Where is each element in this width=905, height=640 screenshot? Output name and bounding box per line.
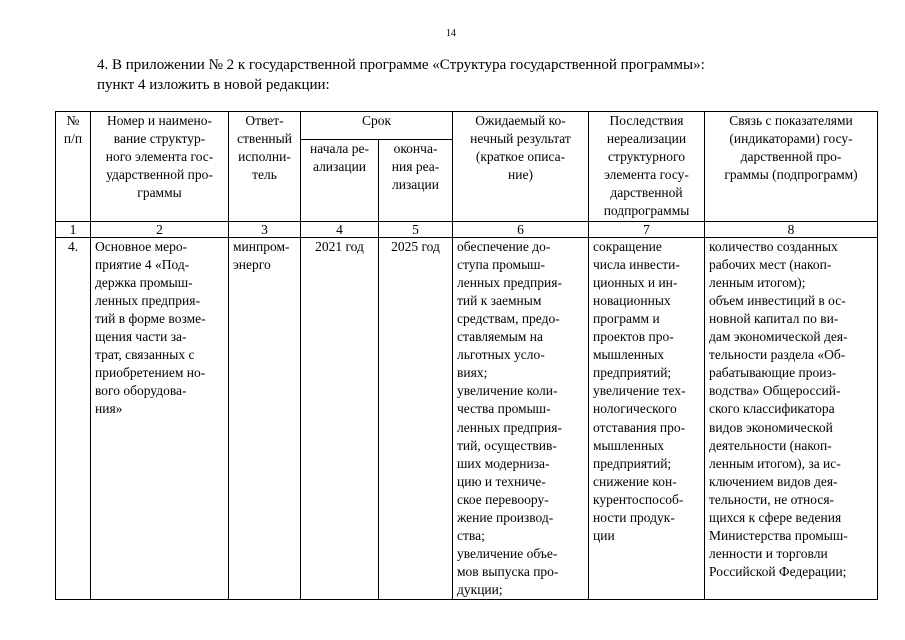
text-line: дарственной <box>610 185 683 201</box>
text-line: тий, осуществив- <box>457 437 557 453</box>
text-line: курентоспособ- <box>593 491 684 507</box>
text-line: ставляемым на <box>457 329 543 345</box>
text-line: отставания про- <box>593 419 686 435</box>
text-line: ленных предприя- <box>457 274 562 290</box>
text-line: мышленных <box>593 437 665 453</box>
text-line: новной капитал по ви- <box>709 310 839 326</box>
text-line: увеличение тех- <box>593 383 686 399</box>
text-line: тий в форме возме- <box>95 310 206 326</box>
text-line: рабатывающие произ- <box>709 365 837 381</box>
header-result <box>453 112 589 222</box>
header-name <box>91 112 229 222</box>
text-line: Ответ- <box>245 113 284 128</box>
page-number: 14 <box>446 28 456 39</box>
text-line: ния» <box>95 401 123 417</box>
text-line: цию и техниче- <box>457 473 546 489</box>
column-number: 2 <box>91 221 229 237</box>
text-line: Основное меро- <box>95 238 188 254</box>
row-number: 4. <box>56 237 91 600</box>
text-line: ского классификатора <box>709 401 835 417</box>
text-line: (индикаторами) госу- <box>729 131 853 147</box>
text-line: виях; <box>457 365 488 381</box>
header-row-1 <box>56 112 878 140</box>
text-line: увеличение объе- <box>457 546 558 562</box>
text-line: предприятий; <box>593 455 672 471</box>
text-line: рабочих мест (накоп- <box>709 256 832 272</box>
text-line: программ и <box>593 310 660 326</box>
header-end <box>379 140 453 221</box>
text-line: держка промыш- <box>95 274 193 290</box>
text-line: ударственной про- <box>106 167 213 183</box>
header-term: Срок <box>301 112 453 140</box>
text-line: щения части за- <box>95 329 187 345</box>
text-line: снижение кон- <box>593 473 677 489</box>
text-line: обеспечение до- <box>457 238 551 254</box>
text-line: вого оборудова- <box>95 383 187 399</box>
column-number: 6 <box>453 221 589 237</box>
header-start <box>301 140 379 221</box>
row-end: 2025 год <box>379 237 453 600</box>
text-line: ности продук- <box>593 509 675 525</box>
text-line: количество созданных <box>709 238 838 254</box>
text-line: структурного <box>608 149 685 165</box>
header-num <box>56 112 91 222</box>
text-line: энерго <box>233 256 271 272</box>
text-line: сокращение <box>593 238 662 254</box>
text-line: нечный результат <box>470 131 571 147</box>
text-line: дарственной про- <box>740 149 842 165</box>
text-line: ние) <box>508 167 533 183</box>
text-line: льготных усло- <box>457 347 545 363</box>
text-line: ленности и торговли <box>709 546 828 562</box>
text-line: № <box>66 113 80 128</box>
text-line: ключением видов дея- <box>709 473 838 489</box>
text-line: проектов про- <box>593 329 674 345</box>
row-consequences <box>589 237 705 600</box>
text-line: числа инвести- <box>593 256 680 272</box>
row-result <box>453 237 589 600</box>
text-line: ственный <box>237 131 292 147</box>
text-line: элемента госу- <box>604 167 689 183</box>
text-line: Министерства промыш- <box>709 528 848 544</box>
text-line: ступа промыш- <box>457 256 546 272</box>
text-line: мышленных <box>593 347 665 363</box>
program-structure-table <box>55 111 878 600</box>
intro-line-1: 4. В приложении № 2 к государственной программе «Структура государственной программы»: <box>97 57 705 73</box>
text-line: Номер и наимено- <box>107 113 212 128</box>
text-line: ционных и ин- <box>593 274 678 290</box>
text-line: граммы <box>137 185 182 201</box>
text-line: предприятий; <box>593 365 672 381</box>
table-row <box>56 237 878 600</box>
text-line: тель <box>252 167 277 183</box>
text-line: видов экономической <box>709 419 833 435</box>
text-line: трат, связанных с <box>95 347 195 363</box>
text-line: ции <box>593 528 615 544</box>
text-line: увеличение коли- <box>457 383 558 399</box>
row-start: 2021 год <box>301 237 379 600</box>
text-line: деятельности (накоп- <box>709 437 832 453</box>
header-responsible <box>229 112 301 222</box>
column-number: 7 <box>589 221 705 237</box>
column-number: 8 <box>705 221 878 237</box>
text-line: Ожидаемый ко- <box>475 113 566 128</box>
text-line: (краткое описа- <box>475 149 566 165</box>
text-line: мов выпуска про- <box>457 564 559 580</box>
column-number: 1 <box>56 221 91 237</box>
text-line: тельности, не относя- <box>709 491 835 507</box>
text-line: ское перевоору- <box>457 491 549 507</box>
intro-line-2: пункт 4 изложить в новой редакции: <box>97 77 330 93</box>
text-line: исполни- <box>238 149 291 165</box>
text-line: нереализации <box>606 131 687 147</box>
row-name <box>91 237 229 600</box>
header-consequences <box>589 112 705 222</box>
text-line: п/п <box>63 131 83 147</box>
text-line: объем инвестиций в ос- <box>709 292 846 308</box>
text-line: ализации <box>312 159 367 175</box>
text-line: лизации <box>392 177 439 193</box>
text-line: ленным итогом), за ис- <box>709 455 841 471</box>
text-line: минпром- <box>233 238 290 254</box>
intro-paragraph <box>97 55 797 95</box>
text-line: граммы (подпрограмм) <box>724 167 858 183</box>
text-line: Связь с показателями <box>729 113 853 128</box>
text-line: ленных предприя- <box>457 419 562 435</box>
text-line: приятие 4 «Под- <box>95 256 190 272</box>
text-line: нологического <box>593 401 677 417</box>
text-line: водства» Общероссий- <box>709 383 841 399</box>
text-line: вание структур- <box>113 131 206 147</box>
text-line: ства; <box>457 528 485 544</box>
row-responsible <box>229 237 301 600</box>
text-line: средствам, предо- <box>457 310 560 326</box>
header-indicators <box>705 112 878 222</box>
text-line: приобретением но- <box>95 365 206 381</box>
text-line: жение производ- <box>457 509 554 525</box>
text-line: новационных <box>593 292 671 308</box>
text-line: Российской Федерации; <box>709 564 847 580</box>
text-line: оконча- <box>393 141 438 157</box>
column-number-row <box>56 221 878 237</box>
text-line: ния реа- <box>391 159 440 175</box>
column-number: 4 <box>301 221 379 237</box>
text-line: дукции; <box>457 582 503 598</box>
column-number: 5 <box>379 221 453 237</box>
text-line: тельности раздела «Об- <box>709 347 846 363</box>
text-line: подпрограммы <box>603 203 690 219</box>
text-line: Последствия <box>609 113 684 128</box>
text-line: ного элемента гос- <box>105 149 214 165</box>
text-line: начала ре- <box>310 141 369 157</box>
text-line: ленным итогом); <box>709 274 806 290</box>
text-line: ленных предприя- <box>95 292 200 308</box>
text-line: чества промыш- <box>457 401 551 417</box>
text-line: тий к заемным <box>457 292 542 308</box>
row-indicators <box>705 237 878 600</box>
text-line: щихся к сфере ведения <box>709 509 842 525</box>
text-line: ших модерниза- <box>457 455 550 471</box>
text-line: дам экономической дея- <box>709 329 848 345</box>
column-number: 3 <box>229 221 301 237</box>
